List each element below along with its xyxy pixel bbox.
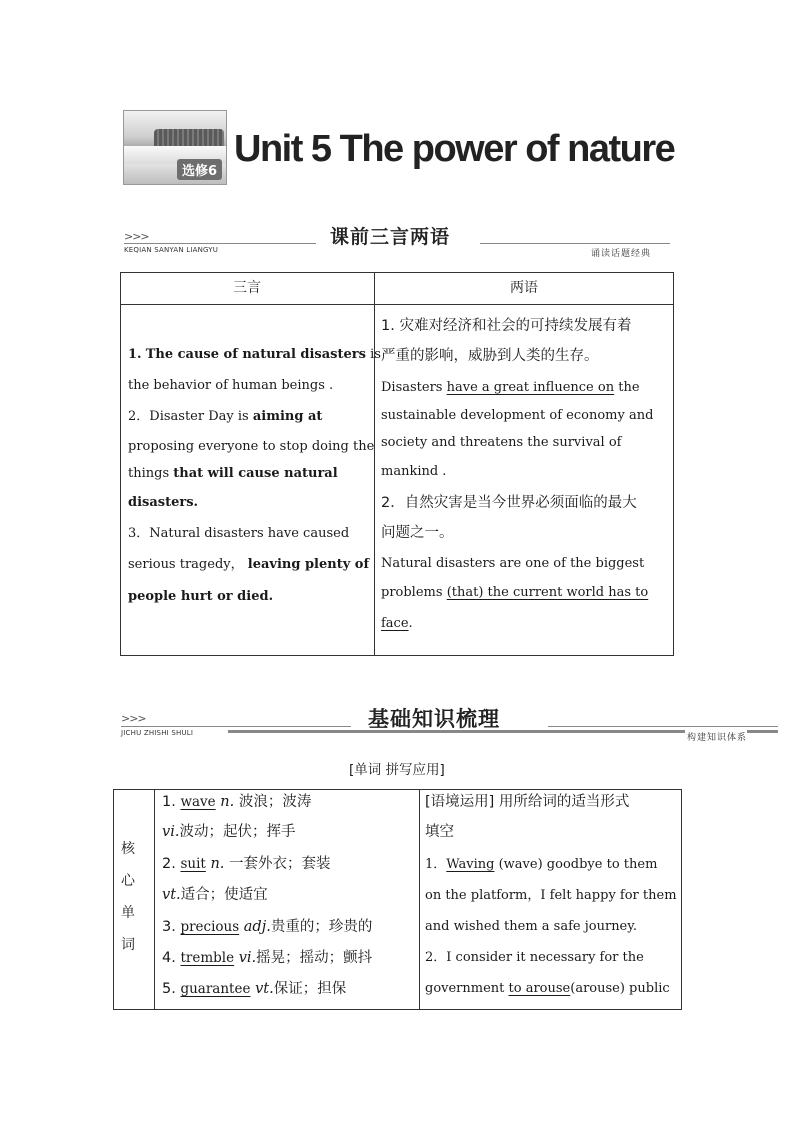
- vocab-entry-precious: 3. precious adj.贵重的；珍贵的: [162, 919, 373, 935]
- vocab-entry-wave: 1. wave n. 波浪；波涛: [162, 794, 312, 810]
- unit-title: Unit 5 The power of nature: [234, 128, 675, 170]
- context-usage-heading: 填空: [425, 824, 454, 840]
- header-divider: [120, 304, 674, 305]
- exercise-line: 1．Waving (wave) goodbye to them: [425, 857, 658, 872]
- sanyan-line: proposing everyone to stop doing the: [128, 439, 375, 454]
- section-pinyin: JICHU ZHISHI SHULI: [121, 729, 194, 737]
- section-subtitle: 构建知识体系: [685, 730, 747, 743]
- col-header-sanyan: 三言: [233, 280, 261, 296]
- section-divider: [548, 726, 778, 727]
- section-divider: [480, 243, 670, 244]
- liangyu-line: 1. 灾难对经济和社会的可持续发展有着: [381, 318, 632, 334]
- sanyan-line: serious tragedy， leaving plenty of: [128, 557, 370, 572]
- liangyu-line: 2．自然灾害是当今世界必须面临的最大: [381, 495, 637, 511]
- sanyan-line: the behavior of human beings .: [128, 378, 334, 393]
- exercise-line: government to arouse(arouse) public: [425, 981, 670, 996]
- exercise-line: and wished them a safe journey.: [425, 919, 638, 934]
- liangyu-line: face.: [381, 616, 413, 631]
- section-title: 基础知识梳理: [368, 707, 500, 731]
- unit-logo: [123, 110, 227, 185]
- section-pinyin: KEQIAN SANYAN LIANGYU: [124, 246, 219, 254]
- sanyan-line: 3．Natural disasters have caused: [128, 526, 350, 541]
- vocab-entry-suit-verb: vt.适合；使适宜: [162, 887, 268, 903]
- exercise-line: 2．I consider it necessary for the: [425, 950, 644, 965]
- section-subtitle: 诵读话题经典: [591, 249, 652, 259]
- liangyu-line: problems (that) the current world has to: [381, 585, 649, 600]
- section-divider: [124, 243, 316, 244]
- col-header-liangyu: 两语: [510, 280, 538, 296]
- core-vocab-label: 核 心 单 词: [121, 841, 135, 953]
- section-divider: [121, 726, 351, 727]
- sanyan-line: 2．Disaster Day is aiming at: [128, 409, 323, 424]
- sanyan-line: things that will cause natural: [128, 466, 338, 481]
- liangyu-line: Natural disasters are one of the biggest: [381, 556, 645, 571]
- sanyan-line: people hurt or died.: [128, 589, 274, 604]
- elective-badge: 选修6: [177, 159, 222, 180]
- sanyan-line: 1. The cause of natural disasters is: [128, 347, 381, 362]
- liangyu-line: 问题之一。: [381, 525, 454, 541]
- section-arrows-icon: >>>: [121, 712, 146, 725]
- liangyu-line: sustainable development of economy and: [381, 408, 654, 423]
- vocab-entry-wave-verb: vi.波动；起伏；挥手: [162, 824, 296, 840]
- column-divider: [419, 789, 420, 1010]
- vocab-section-heading: [单词 拼写应用]: [349, 762, 445, 778]
- sanyan-line: disasters.: [128, 495, 199, 510]
- vocab-entry-guarantee: 5. guarantee vt.保证；担保: [162, 981, 347, 997]
- exercise-line: on the platform，I felt happy for them: [425, 888, 677, 903]
- column-divider: [154, 789, 155, 1010]
- section-title: 课前三言两语: [330, 226, 451, 248]
- context-usage-heading: [语境运用] 用所给词的适当形式: [425, 794, 630, 810]
- column-divider: [374, 272, 375, 656]
- vocab-entry-tremble: 4. tremble vi.摇晃；摇动；颤抖: [162, 950, 373, 966]
- liangyu-line: Disasters have a great influence on the: [381, 380, 640, 395]
- liangyu-line: 严重的影响，威胁到人类的生存。: [381, 348, 599, 364]
- section-arrows-icon: >>>: [124, 230, 149, 243]
- liangyu-line: society and threatens the survival of: [381, 435, 622, 450]
- vocab-entry-suit: 2. suit n. 一套外衣；套装: [162, 856, 331, 872]
- liangyu-line: mankind .: [381, 464, 447, 479]
